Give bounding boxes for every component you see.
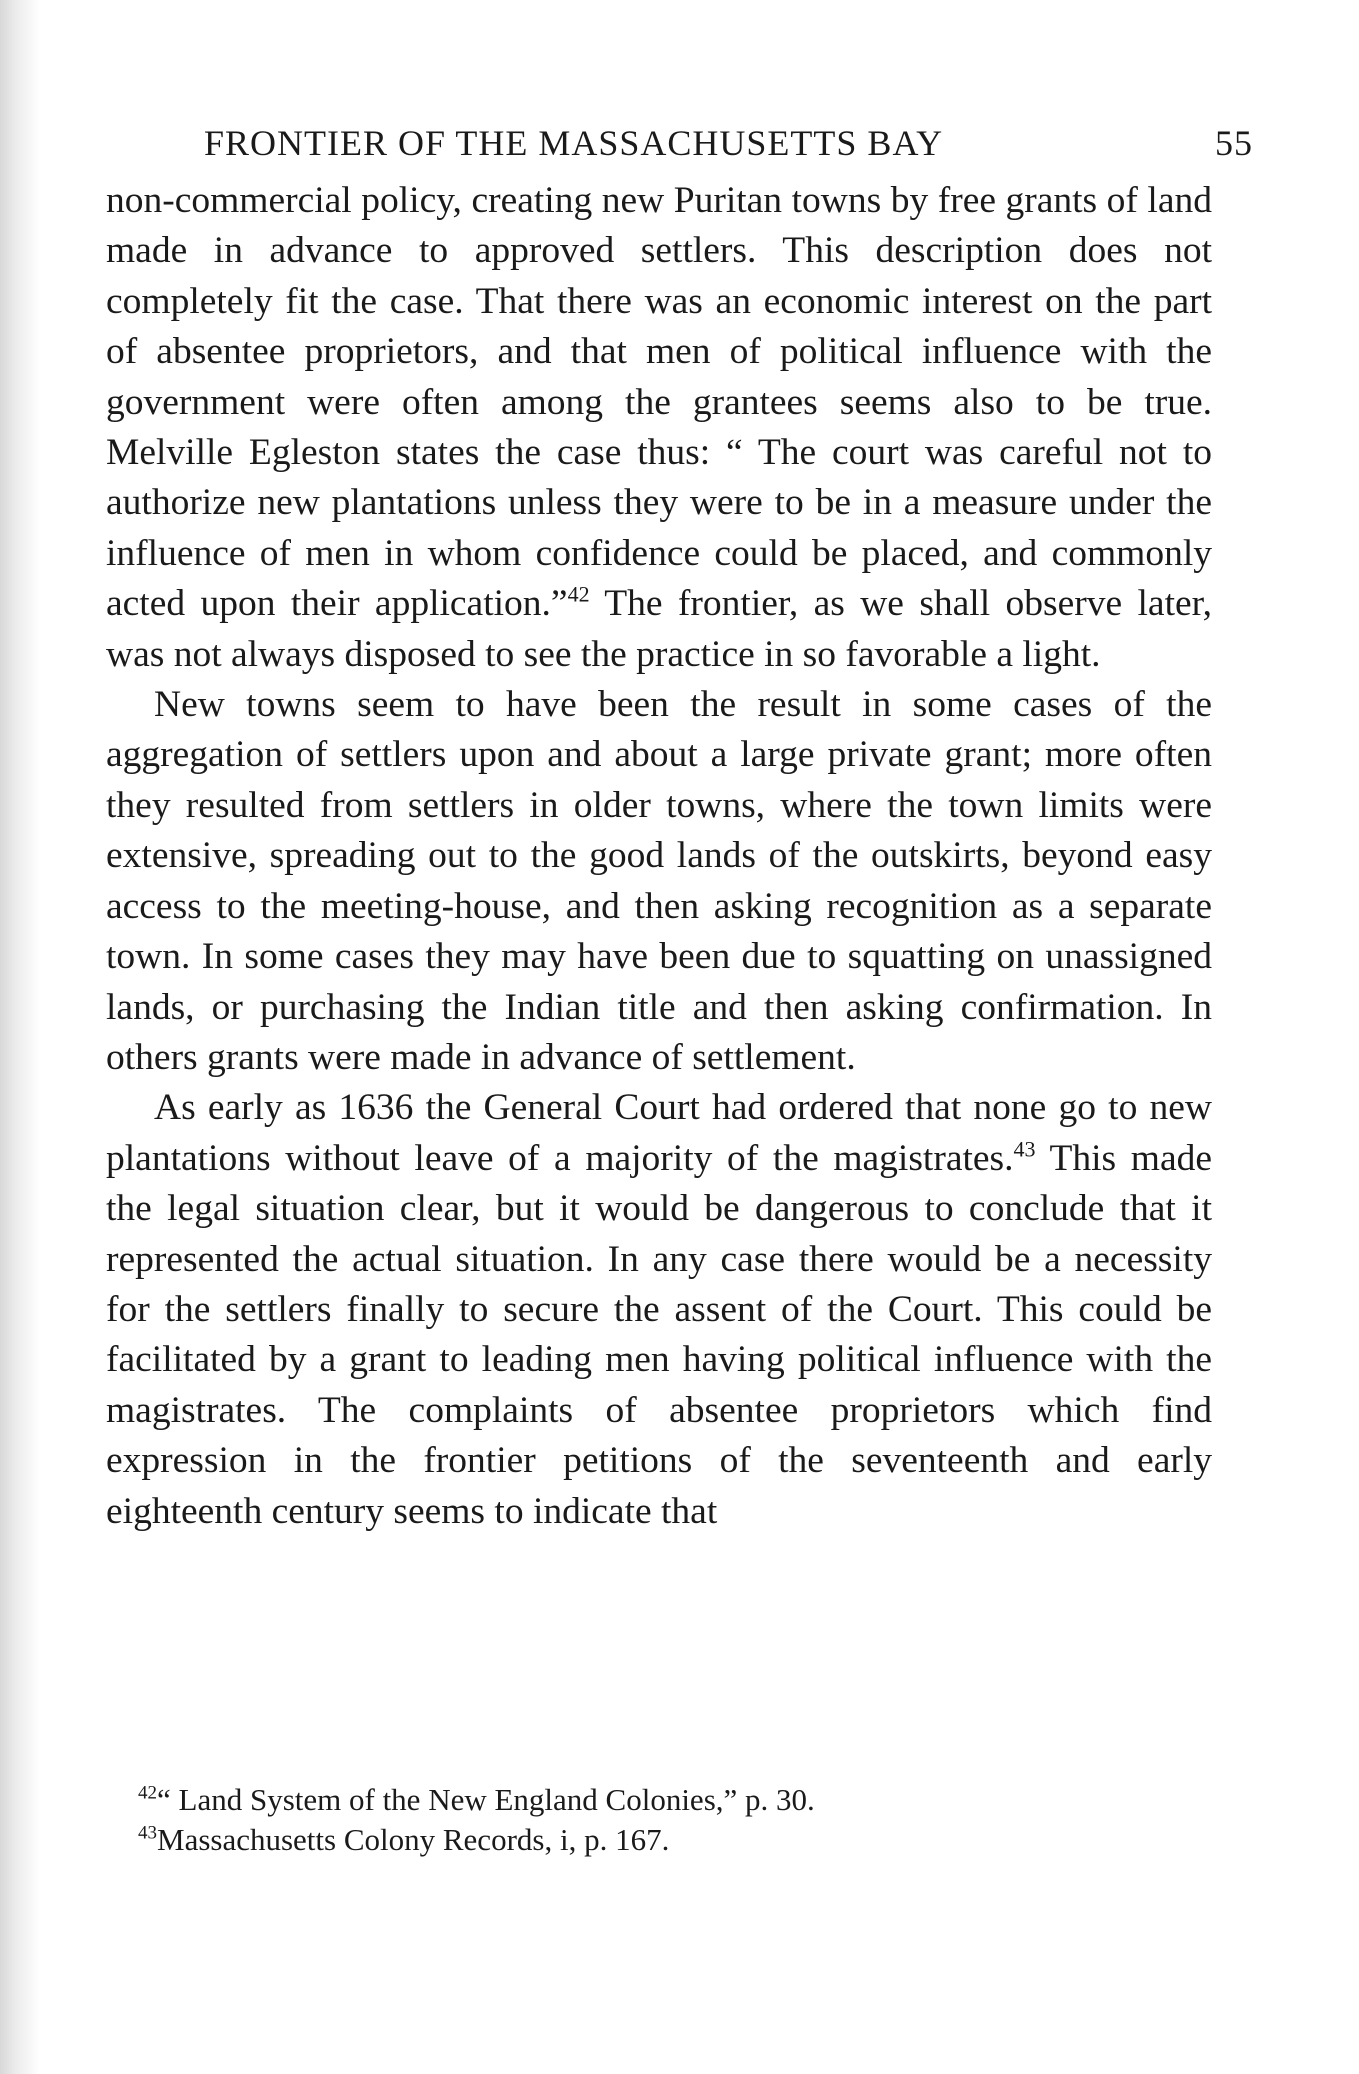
footnotes xyxy=(106,1780,1212,1860)
footnote-text: Massachusetts Colony Records, i, p. 167. xyxy=(157,1822,670,1857)
page-edge-shadow xyxy=(0,0,40,2074)
paragraph-3 xyxy=(106,1083,1212,1537)
paragraph-3-text-cont: This made the legal situation clear, but it would be dangerous to conclude that it represented the actual situation. In any case there would be a necessity for the settlers finally to secure the assent of the Court. This could be facilitated by a grant to leading men having political influence with the magistrates. The complaints of absentee proprietors which find expression in the frontier petitions of the seventeenth and early eighteenth century seems to indicate that xyxy=(106,1137,1212,1532)
paragraph-1 xyxy=(106,176,1212,680)
running-title: FRONTIER OF THE MASSACHUSETTS BAY xyxy=(204,123,944,163)
paragraph-2: New towns seem to have been the result in some cases of the aggregation of settlers upon and about a large private grant; more often they resulted from settlers in older towns, where the town limits were extensive, spreading out to the good lands of the outskirts, beyond easy access to the meeting-house, and then asking recognition as a separate town. In some cases they may have been due to squatting on unassigned lands, or purchasing the Indian title and then asking confirmation. In others grants were made in advance of settlement. xyxy=(106,684,1212,1078)
running-header xyxy=(106,122,1253,172)
footnote-ref-42: 42 xyxy=(567,581,590,607)
page-number: 55 xyxy=(1215,123,1253,163)
body-text xyxy=(106,176,1212,1537)
paragraph-3-text: As early as 1636 the General Court had ordered that none go to new plantations without leave of a majority of the magistrates. xyxy=(106,1087,1212,1179)
footnote-ref-43: 43 xyxy=(1013,1136,1036,1162)
footnote-number: 42 xyxy=(138,1782,157,1804)
paragraph-1-text-cont: The frontier, as we shall observe later, was not always disposed to see the practice in so favorable a light. xyxy=(106,583,1212,675)
footnote-text: “ Land System of the New England Colonies,” p. 30. xyxy=(157,1782,815,1817)
footnote-number: 43 xyxy=(138,1822,157,1844)
paragraph-1-text: non-commercial policy, creating new Puritan towns by free grants of land made in advance to approved settlers. This description does not completely fit the case. That there was an economic interest on the part of absentee proprietors, and that men of political influence with the government were often among the grantees seems also to be true. Melville Egleston states the case thus: “ The court was careful not to authorize new plantations unless they were to be in a measure under the influence of men in whom confidence could be placed, and commonly acted upon their application.” xyxy=(106,180,1212,625)
footnote-42 xyxy=(106,1780,1212,1820)
footnote-43 xyxy=(106,1820,1212,1860)
